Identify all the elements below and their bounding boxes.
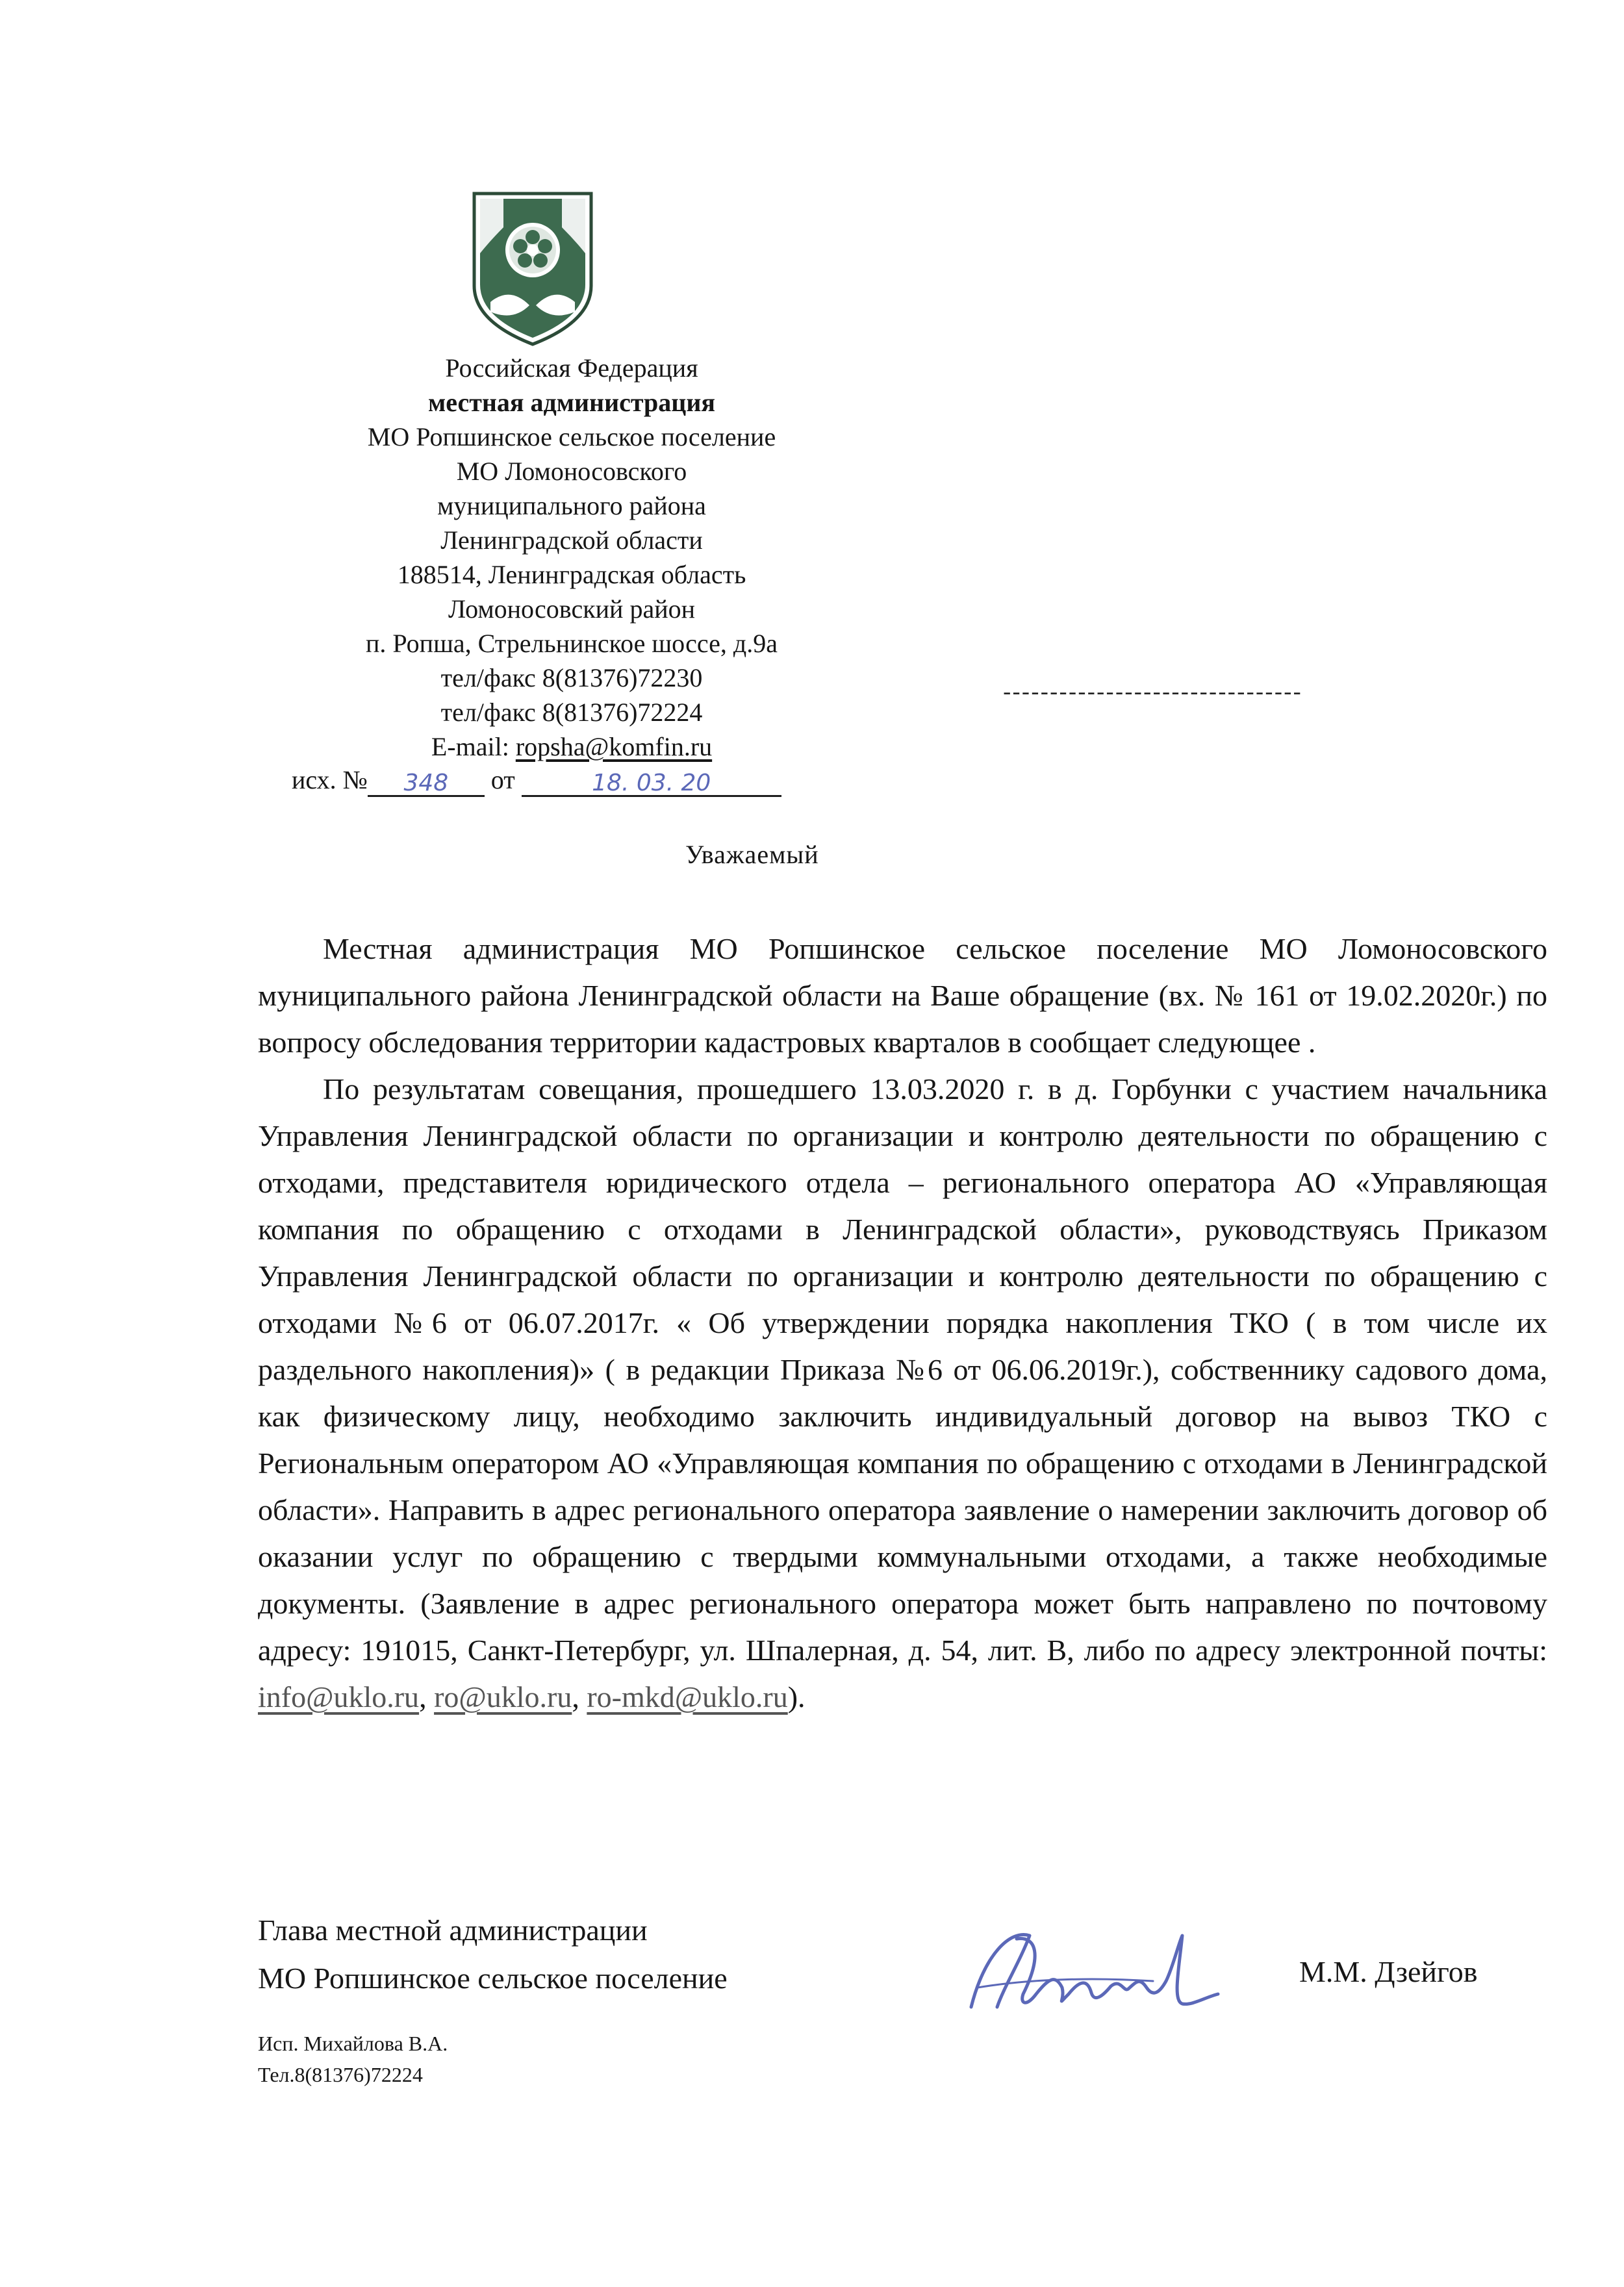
executor-block xyxy=(258,2028,448,2090)
header-phone-2: тел/факс 8(81376)72224 xyxy=(440,698,703,727)
header-district-2: муниципального района xyxy=(437,491,706,520)
header-country: Российская Федерация xyxy=(445,353,698,383)
addressee-line: -------------------------------- xyxy=(1000,682,1300,707)
header-region: Ленинградской области xyxy=(440,525,703,555)
header-email-link[interactable]: ropsha@komfin.ru xyxy=(515,732,713,761)
signatory-title-line-2: МО Ропшинское сельское поселение xyxy=(258,1962,728,1995)
header-area: Ломоносовский район xyxy=(448,594,696,624)
outgoing-number-row xyxy=(292,763,785,797)
outgoing-number-label: исх. № xyxy=(292,765,368,794)
body-paragraph-1: Местная администрация МО Ропшинское сельское поселение МО Ломоносовского муниципального района Ленинградской области на Ваше обращение (вх. № 161 от 19.02.2020г.) по вопросу обследования территории кадастровых кварталов в сообщает следующее . xyxy=(258,932,1547,1059)
greeting: Уважаемый xyxy=(685,840,819,869)
email-link-ro-mkd[interactable]: ro-mkd@uklo.ru xyxy=(587,1680,788,1713)
header-municipality: МО Ропшинское сельское поселение xyxy=(367,422,776,451)
header-organization-type: местная администрация xyxy=(427,388,716,417)
email-link-info[interactable]: info@uklo.ru xyxy=(258,1680,420,1713)
signatory-title xyxy=(258,1906,728,2003)
body-paragraph-2-end: ). xyxy=(787,1680,806,1713)
outgoing-date-value: 18. 03. 20 xyxy=(522,766,781,797)
header-postal-address: 188514, Ленинградская область xyxy=(397,560,746,589)
executor-name: Исп. Михайлова В.А. xyxy=(258,2032,448,2055)
header-email-row xyxy=(247,729,896,764)
handwritten-signature xyxy=(958,1916,1231,2033)
header-street-address: п. Ропша, Стрельнинское шоссе, д.9а xyxy=(366,629,778,658)
outgoing-number-value: 348 xyxy=(368,766,485,797)
signatory-name: М.М. Дзейгов xyxy=(1299,1955,1478,1988)
body-paragraph-2 xyxy=(258,1066,1547,1721)
email-separator-2: , xyxy=(572,1680,587,1713)
body-paragraph-2-text: По результатам совещания, прошедшего 13.03.2020 г. в д. Горбунки с участием начальника Управления Ленинградской области по организации и контролю деятельности по обращению с отходами, представителя юридического отдела – регионального оператора АО «Управляющая компания по обращению с отходами в Ленинградской области», руководствуясь Приказом Управления Ленинградской области по организации и контролю деятельности по обращению с отходами №6 от 06.07.2017г. « Об утверждении порядка накопления ТКО ( в том числе их раздельного накопления)» ( в редакции Приказа №6 от 06.06.2019г.), собственнику садового дома, как физическому лицу, необходимо заключить индивидуальный договор на вывоз ТКО с Региональным оператором АО «Управляющая компания по обращению с отходами в Ленинградской области». Направить в адрес регионального оператора заявление о намерении заключить договор об оказании услуг по обращению с твердыми коммунальными отходами, а также необходимые документы. (Заявление в адрес регионального оператора может быть направлено по почтовому адресу: 191015, Санкт-Петербург, ул. Шпалерная, д. 54, лит. В, либо по адресу электронной почты: xyxy=(258,1072,1547,1667)
header-district-1: МО Ломоносовского xyxy=(456,457,687,486)
outgoing-date-label: от xyxy=(490,765,515,794)
signatory-title-line-1: Глава местной администрации xyxy=(258,1914,648,1947)
email-link-ro[interactable]: ro@uklo.ru xyxy=(434,1680,572,1713)
executor-phone: Тел.8(81376)72224 xyxy=(258,2063,423,2086)
header-phone-1: тел/факс 8(81376)72230 xyxy=(440,663,703,692)
email-separator-1: , xyxy=(419,1680,435,1713)
letter-body xyxy=(258,926,1547,1721)
coat-of-arms-emblem xyxy=(464,188,601,347)
header-email-label: E-mail: xyxy=(431,732,516,761)
sender-header xyxy=(247,351,896,764)
